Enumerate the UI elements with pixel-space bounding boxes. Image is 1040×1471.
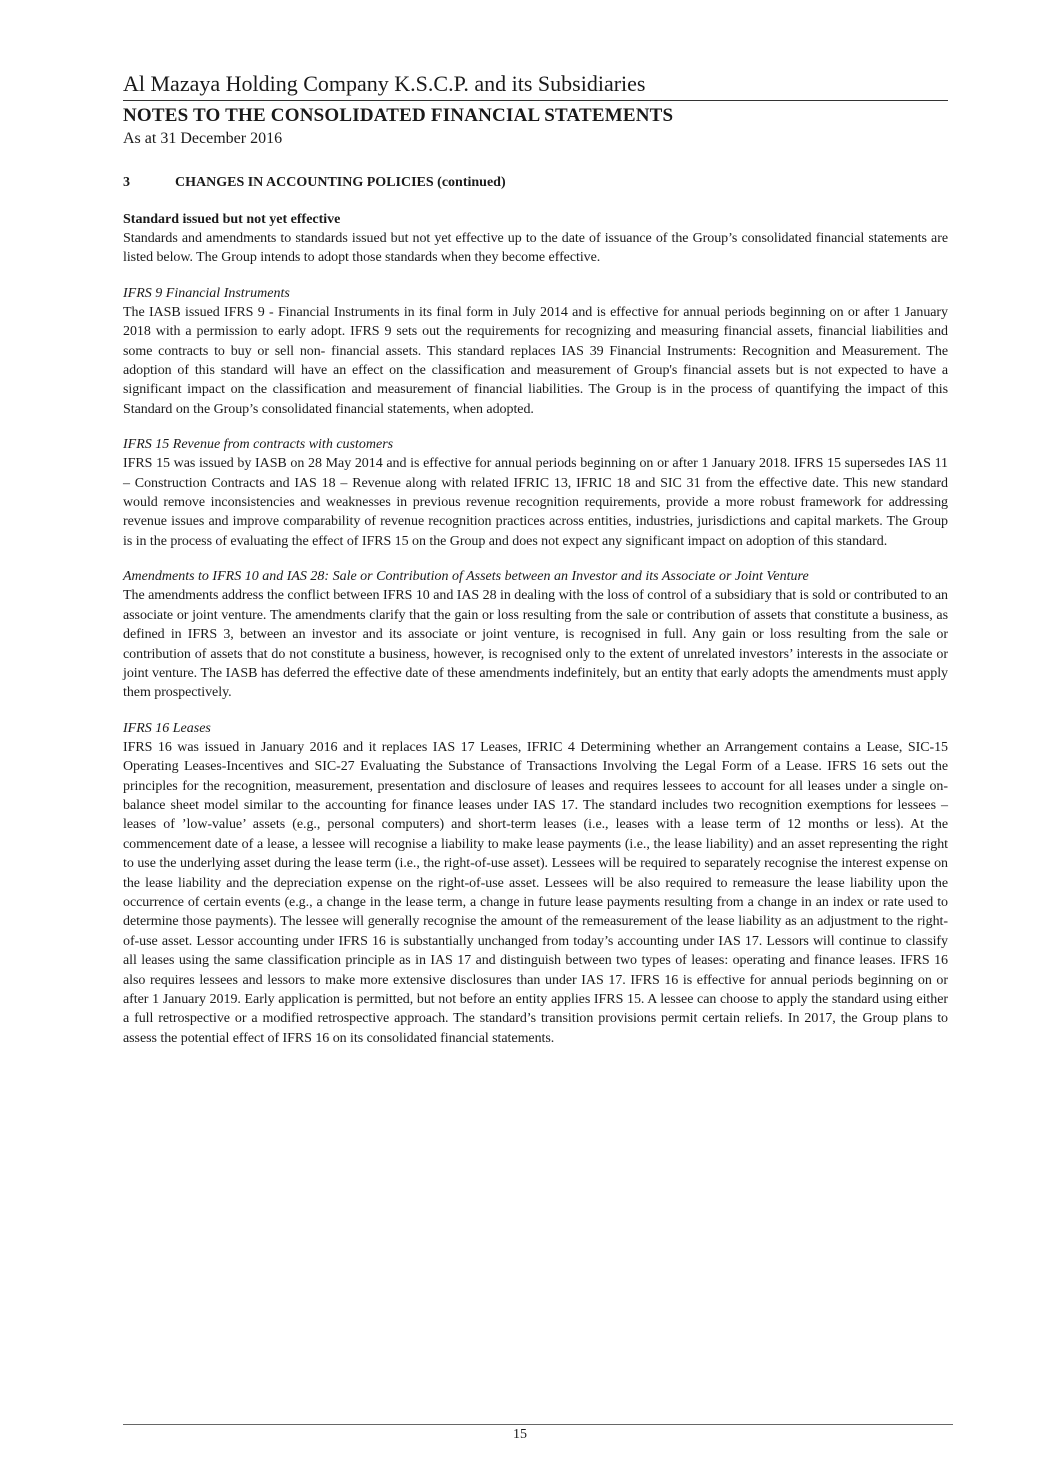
ifrs10-ias28-paragraph: The amendments address the conflict between IFRS 10 and IAS 28 in dealing with the loss of control of a subsidiary that is sold or contributed to an associate or joint venture. The amendments clarify that the gain or loss resulting from the sale or contribution of assets that constitute a business, as defined in IFRS 3, between an investor and its associate or joint venture, is recognised in full. Any gain or loss resulting from the sale or contribution of assets that do not constitute a business, however, is recognised only to the extent of unrelated investors’ interests in the associate or joint venture. The IASB has deferred the effective date of these amendments indefinitely, but an entity that early adopts the amendments must apply them prospectively. bbox=[123, 588, 948, 701]
section-title: CHANGES IN ACCOUNTING POLICIES (continued) bbox=[175, 175, 506, 190]
ifrs10-ias28-title: Amendments to IFRS 10 and IAS 28: Sale or Contribution of Assets between an Investor and its Associate or Joint Venture bbox=[123, 569, 809, 585]
ifrs15-block bbox=[123, 435, 948, 551]
section-heading bbox=[123, 175, 948, 191]
ifrs10-ias28-block bbox=[123, 567, 948, 702]
document-page bbox=[123, 70, 948, 1048]
company-name: Al Mazaya Holding Company K.S.C.P. and its Subsidiaries bbox=[123, 71, 646, 96]
ifrs15-title: IFRS 15 Revenue from contracts with customers bbox=[123, 437, 394, 453]
page-number: 15 bbox=[513, 1427, 527, 1442]
ifrs9-paragraph: The IASB issued IFRS 9 - Financial Instruments in its final form in July 2014 and is effective for annual periods beginning on or after 1 January 2018 with a permission to early adopt. IFRS 9 sets out the requirements for recognizing and measuring financial assets, financial liabilities and some contracts to buy or sell non- financial assets. This standard replaces IAS 39 Financial Instruments: Recognition and Measurement. The adoption of this standard will have an effect on the classification and measurement of Group's financial assets but is not expected to have a significant impact on the classification and measurement of financial liabilities. The Group is in the process of quantifying the impact of this Standard on the Group’s consolidated financial statements, when adopted. bbox=[123, 304, 948, 417]
ifrs16-block bbox=[123, 719, 948, 1049]
subheading-title: Standard issued but not yet effective bbox=[123, 212, 341, 227]
footer-divider bbox=[123, 1424, 953, 1425]
ifrs9-block bbox=[123, 284, 948, 419]
ifrs16-paragraph: IFRS 16 was issued in January 2016 and it replaces IAS 17 Leases, IFRIC 4 Determining whether an Arrangement contains a Lease, SIC-15 Operating Leases-Incentives and SIC-27 Evaluating the Substance of Transactions Involving the Legal Form of a Lease. IFRS 16 sets out the principles for the recognition, measurement, presentation and disclosure of leases and requires lessees to account for all leases under a single on-balance sheet model similar to the accounting for finance leases under IAS 17. The standard includes two recognition exemptions for lessees – leases of ’low-value’ assets (e.g., personal computers) and short-term leases (i.e., leases with a lease term of 12 months or less). At the commencement date of a lease, a lessee will recognise a liability to make lease payments (i.e., the lease liability) and an asset representing the right to use the underlying asset during the lease term (i.e., the right-of-use asset). Lessees will be required to separately recognise the interest expense on the lease liability and the depreciation expense on the right-of-use asset. Lessees will be also required to remeasure the lease liability upon the occurrence of certain events (e.g., a change in the lease term, a change in future lease payments resulting from a change in an index or rate used to determine those payments). The lessee will generally recognise the amount of the remeasurement of the lease liability as an adjustment to the right-of-use asset. Lessor accounting under IFRS 16 is substantially unchanged from today’s accounting under IAS 17. Lessors will continue to classify all leases using the same classification principle as in IAS 17 and distinguish between two types of leases: operating and finance leases. IFRS 16 also requires lessees and lessors to make more extensive disclosures than under IAS 17. IFRS 16 is effective for annual periods beginning on or after 1 January 2019. Early application is permitted, but not before an entity applies IFRS 15. A lessee can choose to apply the standard using either a full retrospective or a modified retrospective approach. The standard’s transition provisions permit certain reliefs. In 2017, the Group plans to assess the potential effect of IFRS 16 on its consolidated financial statements. bbox=[123, 739, 948, 1046]
ifrs9-title: IFRS 9 Financial Instruments bbox=[123, 285, 290, 301]
report-date: As at 31 December 2016 bbox=[123, 130, 283, 147]
header-divider bbox=[123, 100, 948, 101]
subheading-paragraph: Standards and amendments to standards issued but not yet effective up to the date of issuance of the Group’s consolidated financial statements are listed below. The Group intends to adopt those standards when they become effective. bbox=[123, 231, 948, 266]
ifrs15-paragraph: IFRS 15 was issued by IASB on 28 May 2014 and is effective for annual periods beginning on or after 1 January 2018. IFRS 15 supersedes IAS 11 – Construction Contracts and IAS 18 – Revenue along with related IFRIC 13, IFRIC 18 and SIC 31 from the effective date. This new standard would remove inconsistencies and weaknesses in previous revenue recognition requirements, provide a more robust framework for addressing revenue issues and improve comparability of revenue recognition practices across entities, industries, jurisdictions and capital markets. The Group is in the process of evaluating the effect of IFRS 15 on the Group and does not expect any significant impact on adoption of this standard. bbox=[123, 456, 948, 549]
notes-title: NOTES TO THE CONSOLIDATED FINANCIAL STATEMENTS bbox=[123, 105, 674, 126]
section-number: 3 bbox=[123, 175, 130, 190]
ifrs16-title: IFRS 16 Leases bbox=[123, 720, 211, 736]
